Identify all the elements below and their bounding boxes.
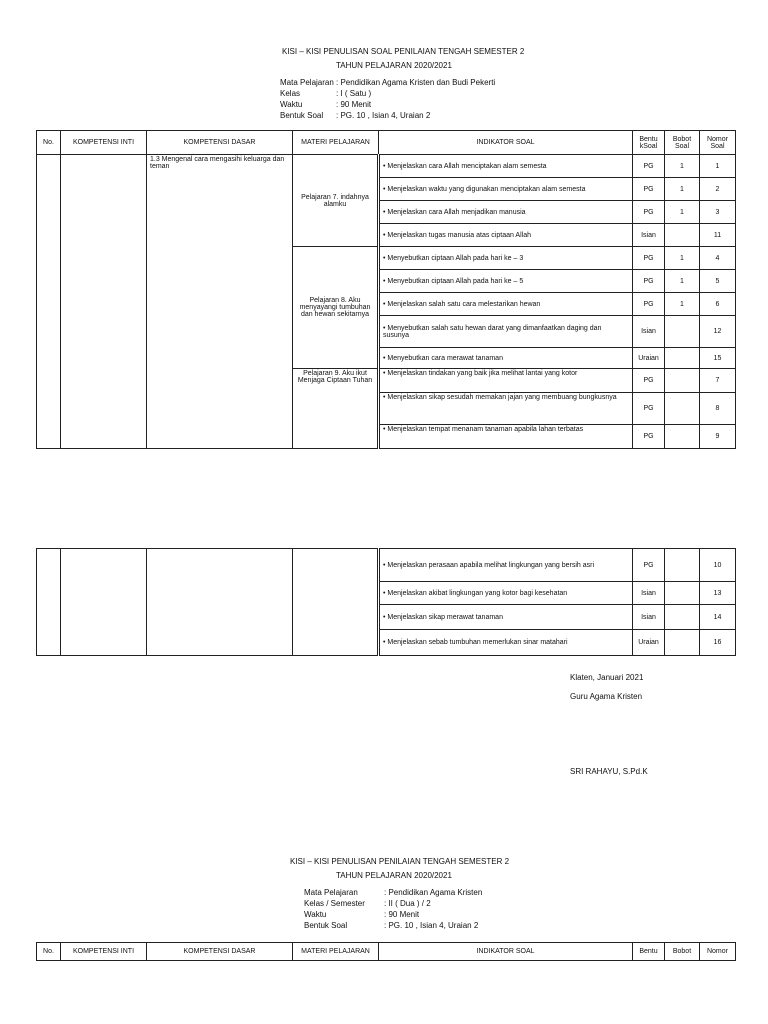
cell-nomor: 14: [700, 605, 736, 630]
cell-indikator: • Menyebutkan salah satu hewan darat yang dimanfaatkan daging dan susunya: [379, 316, 633, 348]
meta-label: Bentuk Soal: [304, 921, 348, 930]
cell-bobot: [665, 425, 700, 449]
cell-bentuk: PG: [633, 201, 665, 224]
cell-bobot: [665, 348, 700, 369]
cell-indikator: • Menjelaskan akibat lingkungan yang kotor bagi kesehatan: [379, 582, 633, 605]
header-bentuk: Bentu kSoal: [633, 131, 665, 155]
cell-kd: 1.3 Mengenal cara mengasihi keluarga dan teman: [147, 155, 293, 449]
sign-place-date: Klaten, Januari 2021: [570, 673, 644, 682]
cell-nomor: 13: [700, 582, 736, 605]
cell-nomor: 10: [700, 549, 736, 582]
cell-kd: [147, 549, 293, 656]
cell-indikator: • Menjelaskan tindakan yang baik jika melihat lantai yang kotor: [379, 369, 633, 393]
kisi-table-2: [36, 942, 736, 961]
cell-bobot: 1: [665, 201, 700, 224]
meta-label: Waktu: [280, 100, 303, 109]
cell-bobot: [665, 316, 700, 348]
cell-bobot: [665, 369, 700, 393]
meta-value: : PG. 10 , Isian 4, Uraian 2: [384, 921, 479, 930]
cell-bentuk: PG: [633, 293, 665, 316]
cell-bobot: [665, 224, 700, 247]
cell-bentuk: PG: [633, 369, 665, 393]
meta-label: Waktu: [304, 910, 327, 919]
header-no: No.: [37, 943, 61, 961]
cell-bobot: 1: [665, 293, 700, 316]
cell-nomor: 3: [700, 201, 736, 224]
cell-indikator: • Menjelaskan cara Allah menciptakan alam semesta: [379, 155, 633, 178]
cell-bentuk: Uraian: [633, 630, 665, 656]
cell-bobot: [665, 549, 700, 582]
meta-value: : I ( Satu ): [336, 89, 372, 98]
cell-bentuk: PG: [633, 178, 665, 201]
table-row: [37, 155, 736, 178]
cell-bentuk: Uraian: [633, 348, 665, 369]
sign-name: SRI RAHAYU, S.Pd.K: [570, 767, 648, 776]
header-bobot: Bobot Soal: [665, 131, 700, 155]
meta-value: : II ( Dua ) / 2: [384, 899, 431, 908]
meta-value: : 90 Menit: [384, 910, 420, 919]
sign-role: Guru Agama Kristen: [570, 692, 643, 701]
cell-bentuk: Isian: [633, 316, 665, 348]
cell-materi: Pelajaran 7. indahnya alamku: [293, 155, 379, 247]
cell-nomor: 4: [700, 247, 736, 270]
cell-indikator: • Menyebutkan ciptaan Allah pada hari ke – 3: [379, 247, 633, 270]
cell-bobot: [665, 605, 700, 630]
table-header: [37, 131, 736, 155]
table-row: [37, 549, 736, 582]
header-bentuk: Bentu: [633, 943, 665, 961]
cell-materi: Pelajaran 9. Aku ikut Menjaga Ciptaan Tuhan: [293, 369, 379, 449]
cell-nomor: 6: [700, 293, 736, 316]
header-nomor: Nomor: [700, 943, 736, 961]
cell-bentuk: Isian: [633, 224, 665, 247]
kisi-table: [36, 130, 736, 449]
meta-label: Mata Pelajaran: [280, 78, 334, 87]
header-materi: MATERI PELAJARAN: [293, 131, 379, 155]
meta-value: : Pendidikan Agama Kristen dan Budi Pekerti: [336, 78, 496, 87]
cell-indikator: • Menyebutkan cara merawat tanaman: [379, 348, 633, 369]
cell-indikator: • Menjelaskan tempat menanam tanaman apabila lahan terbatas: [379, 425, 633, 449]
cell-bobot: [665, 393, 700, 425]
header-indikator: INDIKATOR SOAL: [379, 943, 633, 961]
cell-indikator: • Menjelaskan salah satu cara melestarikan hewan: [379, 293, 633, 316]
cell-indikator: • Menjelaskan tugas manusia atas ciptaan Allah: [379, 224, 633, 247]
cell-ki: [61, 155, 147, 449]
cell-bentuk: Isian: [633, 605, 665, 630]
cell-bentuk: PG: [633, 247, 665, 270]
cell-nomor: 5: [700, 270, 736, 293]
cell-bentuk: PG: [633, 393, 665, 425]
doc2-year: TAHUN PELAJARAN 2020/2021: [336, 871, 452, 880]
cell-nomor: 2: [700, 178, 736, 201]
cell-bentuk: PG: [633, 270, 665, 293]
cell-no: [37, 155, 61, 449]
cell-bobot: [665, 582, 700, 605]
cell-nomor: 8: [700, 393, 736, 425]
header-kd: KOMPETENSI DASAR: [147, 131, 293, 155]
cell-bentuk: PG: [633, 155, 665, 178]
meta-value: : Pendidikan Agama Kristen: [384, 888, 483, 897]
header-ki: KOMPETENSI INTI: [61, 131, 147, 155]
cell-bentuk: Isian: [633, 582, 665, 605]
cell-indikator: • Menyebutkan ciptaan Allah pada hari ke – 5: [379, 270, 633, 293]
doc-year: TAHUN PELAJARAN 2020/2021: [336, 61, 452, 70]
cell-nomor: 1: [700, 155, 736, 178]
cell-bobot: 1: [665, 247, 700, 270]
cell-indikator: • Menjelaskan sikap merawat tanaman: [379, 605, 633, 630]
cell-ki: [61, 549, 147, 656]
cell-nomor: 16: [700, 630, 736, 656]
kisi-table-continued: [36, 548, 736, 656]
header-indikator: INDIKATOR SOAL: [379, 131, 633, 155]
cell-materi: [293, 549, 379, 656]
cell-bentuk: PG: [633, 425, 665, 449]
cell-bobot: 1: [665, 155, 700, 178]
header-ki: KOMPETENSI INTI: [61, 943, 147, 961]
header-bobot: Bobot: [665, 943, 700, 961]
cell-indikator: • Menjelaskan waktu yang digunakan menciptakan alam semesta: [379, 178, 633, 201]
cell-nomor: 7: [700, 369, 736, 393]
meta-label: Kelas / Semester: [304, 899, 365, 908]
doc2-title: KISI – KISI PENULISAN PENILAIAN TENGAH SEMESTER 2: [290, 857, 510, 866]
meta-label: Kelas: [280, 89, 301, 98]
cell-bobot: 1: [665, 178, 700, 201]
header-kd: KOMPETENSI DASAR: [147, 943, 293, 961]
cell-nomor: 15: [700, 348, 736, 369]
cell-indikator: • Menjelaskan sikap sesudah memakan jajan yang membuang bungkusnya: [379, 393, 633, 425]
header-no: No.: [37, 131, 61, 155]
cell-bentuk: PG: [633, 549, 665, 582]
cell-bobot: [665, 630, 700, 656]
meta-value: : 90 Menit: [336, 100, 372, 109]
cell-no: [37, 549, 61, 656]
header-nomor: Nomor Soal: [700, 131, 736, 155]
doc-title: KISI – KISI PENULISAN SOAL PENILAIAN TENGAH SEMESTER 2: [282, 47, 525, 56]
cell-nomor: 11: [700, 224, 736, 247]
cell-indikator: • Menjelaskan cara Allah menjadikan manusia: [379, 201, 633, 224]
cell-indikator: • Menjelaskan perasaan apabila melihat lingkungan yang bersih asri: [379, 549, 633, 582]
cell-bobot: 1: [665, 270, 700, 293]
cell-nomor: 12: [700, 316, 736, 348]
cell-nomor: 9: [700, 425, 736, 449]
cell-materi: Pelajaran 8. Aku menyayangi tumbuhan dan hewan sekitarnya: [293, 247, 379, 369]
meta-label: Bentuk Soal: [280, 111, 324, 120]
header-materi: MATERI PELAJARAN: [293, 943, 379, 961]
meta-label: Mata Pelajaran: [304, 888, 358, 897]
meta-value: : PG. 10 , Isian 4, Uraian 2: [336, 111, 431, 120]
cell-indikator: • Menjelaskan sebab tumbuhan memerlukan sinar matahari: [379, 630, 633, 656]
